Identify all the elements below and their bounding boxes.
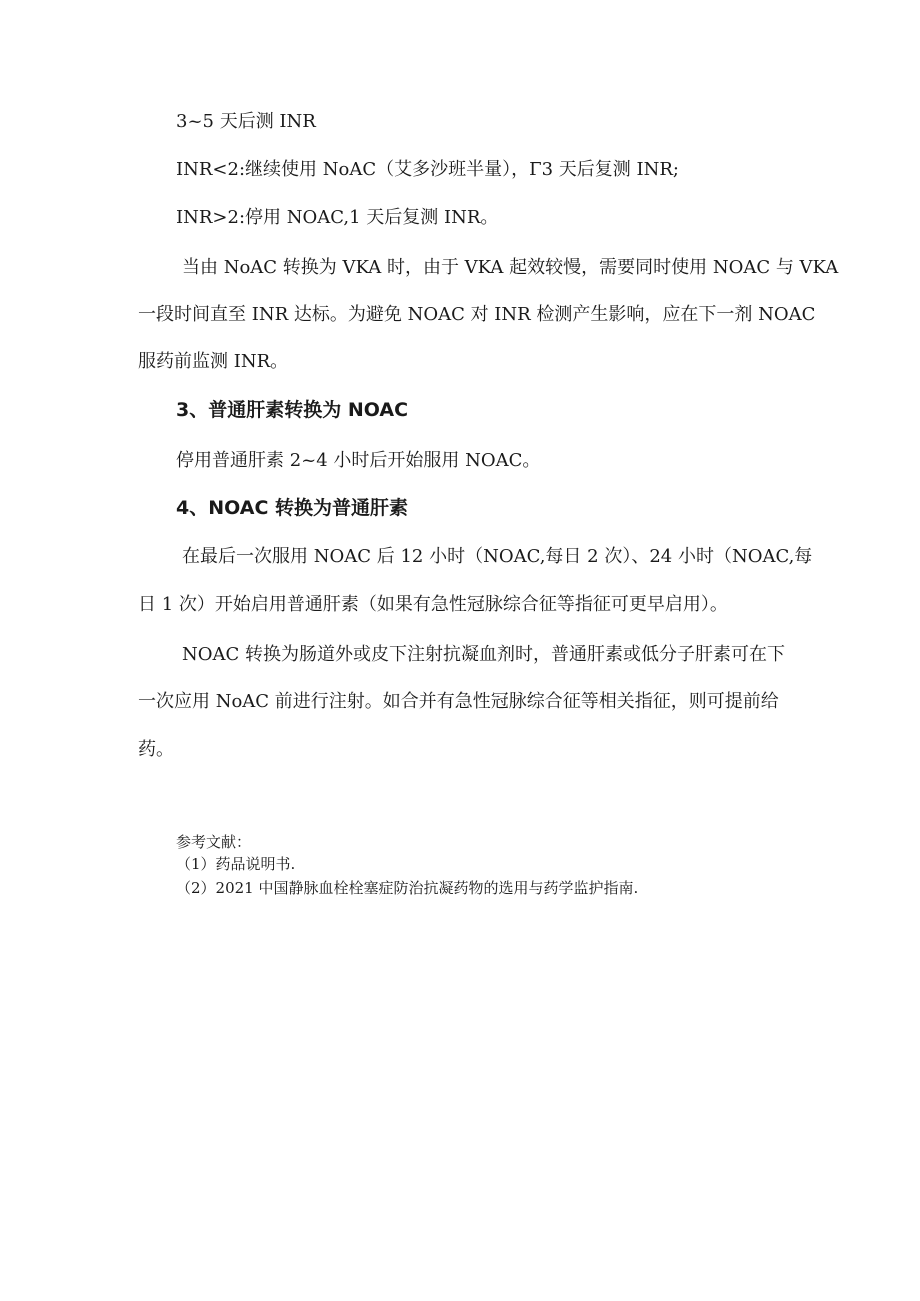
paragraph-line: 服药前监测 INR。 [138,351,289,372]
paragraph-line: 日 1 次）开始启用普通肝素（如果有急性冠脉综合征等指征可更早启用）。 [138,594,728,615]
references-title: 参考文献： [176,833,252,851]
paragraph-line: 在最后一次服用 NOAC 后 12 小时（NOAC,每日 2 次）、24 小时（NOAC,每 [182,546,813,567]
reference-item: （1）药品说明书. [176,855,296,873]
section-heading: 3、普通肝素转换为 NOAC [176,399,409,421]
text-line: INR<2:继续使用 NoAC（艾多沙班半量），Γ3 天后复测 INR; [176,159,679,180]
paragraph-line: 药。 [138,739,174,760]
paragraph-line: 一次应用 NoAC 前进行注射。如合并有急性冠脉综合征等相关指征，则可提前给 [138,691,779,712]
text-line: INR>2:停用 NOAC,1 天后复测 INR。 [176,207,499,228]
text-line: 停用普通肝素 2~4 小时后开始服用 NOAC。 [176,450,541,471]
section-heading: 4、NOAC 转换为普通肝素 [176,497,409,519]
paragraph-line: 当由 NoAC 转换为 VKA 时，由于 VKA 起效较慢，需要同时使用 NOAC 与 VKA [182,257,839,278]
paragraph-line: 一段时间直至 INR 达标。为避免 NOAC 对 INR 检测产生影响，应在下一剂 NOAC [138,304,816,325]
text-line: 3~5 天后测 INR [176,111,316,132]
paragraph-line: NOAC 转换为肠道外或皮下注射抗凝血剂时，普通肝素或低分子肝素可在下 [182,644,785,665]
reference-item: （2）2021 中国静脉血栓栓塞症防治抗凝药物的选用与药学监护指南. [176,879,639,897]
